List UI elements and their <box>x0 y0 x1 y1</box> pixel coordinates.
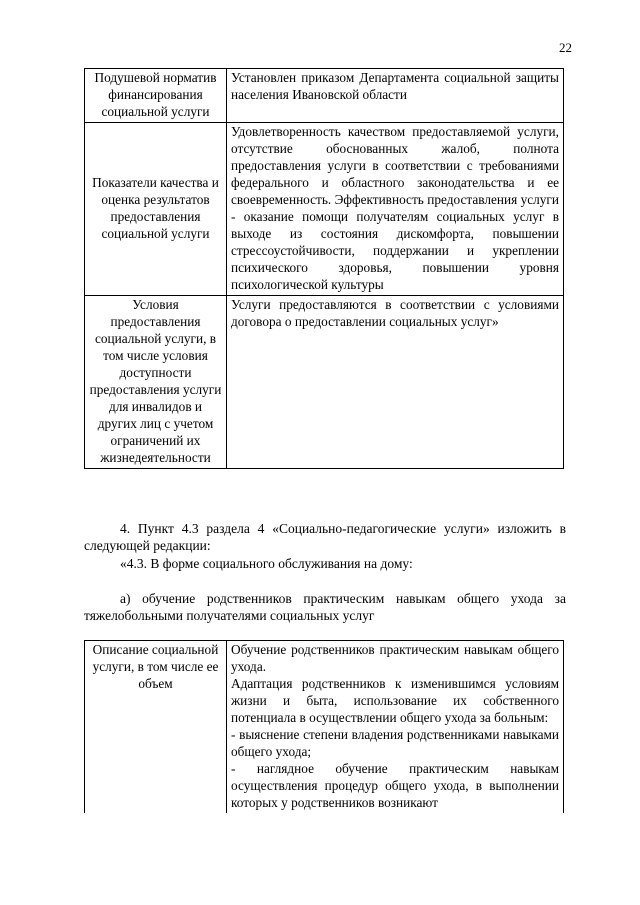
row-label-quality-indicators: Показатели качества и оценка результатов предоставления социальной услуги <box>85 123 227 296</box>
row-value-service-description <box>227 641 564 814</box>
paragraph-item-4: 4. Пункт 4.3 раздела 4 «Социально-педагогические услуги» изложить в следующей редакции: <box>84 521 566 553</box>
row-value-funding-norm: Установлен приказом Департамента социальной защиты населения Ивановской области <box>227 69 564 123</box>
paragraph-section-4-3: «4.3. В форме социального обслуживания на дому: <box>120 556 413 571</box>
description-line: - выяснение степени владения родственниками навыками общего ухода; <box>231 727 559 759</box>
page-number: 22 <box>559 40 572 55</box>
table-row <box>85 296 564 469</box>
service-standard-table-upper <box>84 68 564 469</box>
table-row <box>85 123 564 296</box>
description-line: Обучение родственников практическим навыкам общего ухода. <box>231 642 559 674</box>
table-row <box>85 641 564 814</box>
row-label-funding-norm: Подушевой норматив финансирования социальной услуги <box>85 69 227 123</box>
row-label-service-description: Описание социальной услуги, в том числе ее объем <box>85 641 227 814</box>
row-value-provision-conditions: Услуги предоставляются в соответствии с условиями договора о предоставлении социальных услуг» <box>227 296 564 469</box>
paragraph-subitem-a: а) обучение родственников практическим навыкам общего ухода за тяжелобольными получателями социальных услуг <box>84 591 566 623</box>
table-row <box>85 69 564 123</box>
row-value-quality-indicators: Удовлетворенность качеством предоставляемой услуги, отсутствие обоснованных жалоб, полнота предоставления услуги в соответствии с требованиями федерального и областного законодательства и ее своевременность. Эффективность предоставления услуги - оказание помощи получателям социальных услуг в выходе из состояния дискомфорта, повышении стрессоустойчивости, поддержании и укреплении психического здоровья, повышении уровня психологической культуры <box>227 123 564 296</box>
row-label-provision-conditions: Условия предоставления социальной услуги, в том числе условия доступности предоставления услуги для инвалидов и других лиц с учетом ограничений их жизнедеятельности <box>85 296 227 469</box>
description-line: Адаптация родственников к изменившимся условиям жизни и быта, использование их собственного потенциала в осуществлении общего ухода за больным: <box>231 676 559 725</box>
description-line: - наглядное обучение практическим навыкам осуществления процедур общего ухода, в выполнении которых у родственников возникают <box>231 761 559 810</box>
service-standard-table-lower <box>84 640 564 813</box>
